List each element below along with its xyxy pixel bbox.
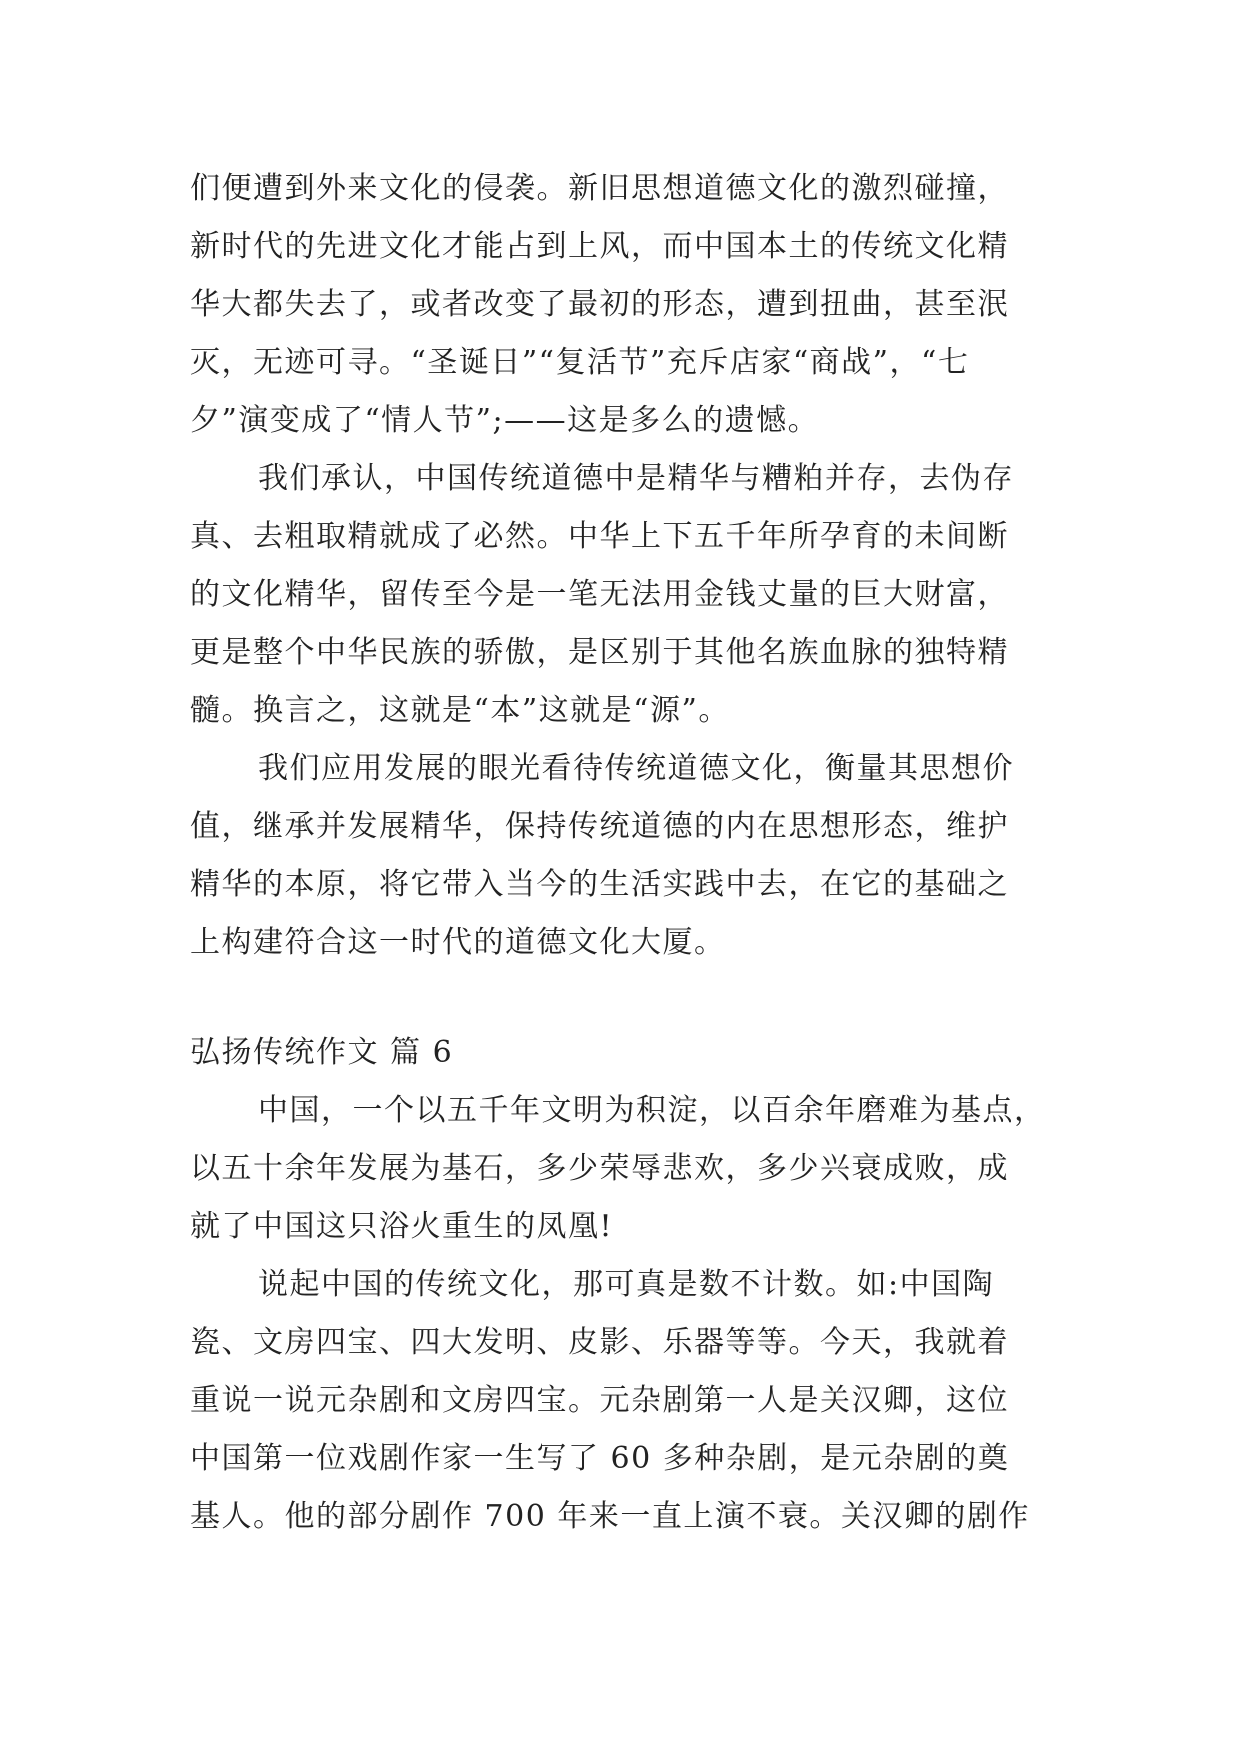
text-line: 灭，无迹可寻。“圣诞日”“复活节”充斥店家“商战”，“七 — [190, 345, 970, 380]
text-line: 华大都失去了，或者改变了最初的形态，遭到扭曲，甚至泯 — [190, 287, 1009, 322]
text-line: 基人。他的部分剧作 700 年来一直上演不衰。关汉卿的剧作 — [190, 1499, 1030, 1534]
text-line: 值，继承并发展精华，保持传统道德的内在思想形态，维护 — [190, 809, 1009, 844]
text-line: 瓷、文房四宝、四大发明、皮影、乐器等等。今天，我就着 — [190, 1325, 1009, 1360]
text-line: 的文化精华，留传至今是一笔无法用金钱丈量的巨大财富， — [190, 577, 1009, 612]
text-line: 中国第一位戏剧作家一生写了 60 多种杂剧，是元杂剧的奠 — [190, 1441, 1010, 1476]
text-line: 上构建符合这一时代的道德文化大厦。 — [190, 925, 726, 960]
text-line: 中国，一个以五千年文明为积淀，以百余年磨难为基点， — [258, 1093, 1046, 1128]
text-line: 以五十余年发展为基石，多少荣辱悲欢，多少兴衰成败，成 — [190, 1151, 1009, 1186]
text-line: 我们承认，中国传统道德中是精华与糟粕并存，去伪存 — [258, 461, 1014, 496]
text-line: 就了中国这只浴火重生的凤凰! — [190, 1209, 614, 1244]
text-line: 们便遭到外来文化的侵袭。新旧思想道德文化的激烈碰撞， — [190, 171, 1009, 206]
text-line: 髓。换言之，这就是“本”这就是“源”。 — [190, 693, 730, 728]
text-line: 夕”演变成了“情人节”;——这是多么的遗憾。 — [190, 403, 820, 438]
text-line: 精华的本原，将它带入当今的生活实践中去，在它的基础之 — [190, 867, 1009, 902]
text-line: 说起中国的传统文化，那可真是数不计数。如:中国陶 — [258, 1267, 995, 1302]
paragraph-china-intro — [190, 1082, 1060, 1256]
text-line: 真、去粗取精就成了必然。中华上下五千年所孕育的未间断 — [190, 519, 1009, 554]
paragraph-essence — [190, 450, 1060, 740]
paragraph-traditional-culture — [190, 1256, 1060, 1546]
section-title: 弘扬传统作文 篇 6 — [190, 1035, 454, 1070]
text-line: 更是整个中华民族的骄傲，是区别于其他名族血脉的独特精 — [190, 635, 1009, 670]
text-line: 重说一说元杂剧和文房四宝。元杂剧第一人是关汉卿，这位 — [190, 1383, 1009, 1418]
paragraph-continued — [190, 160, 1060, 450]
text-line: 新时代的先进文化才能占到上风，而中国本土的传统文化精 — [190, 229, 1009, 264]
text-line: 我们应用发展的眼光看待传统道德文化，衡量其思想价 — [258, 751, 1014, 786]
paragraph-development — [190, 740, 1060, 972]
document-body — [190, 160, 1060, 1546]
